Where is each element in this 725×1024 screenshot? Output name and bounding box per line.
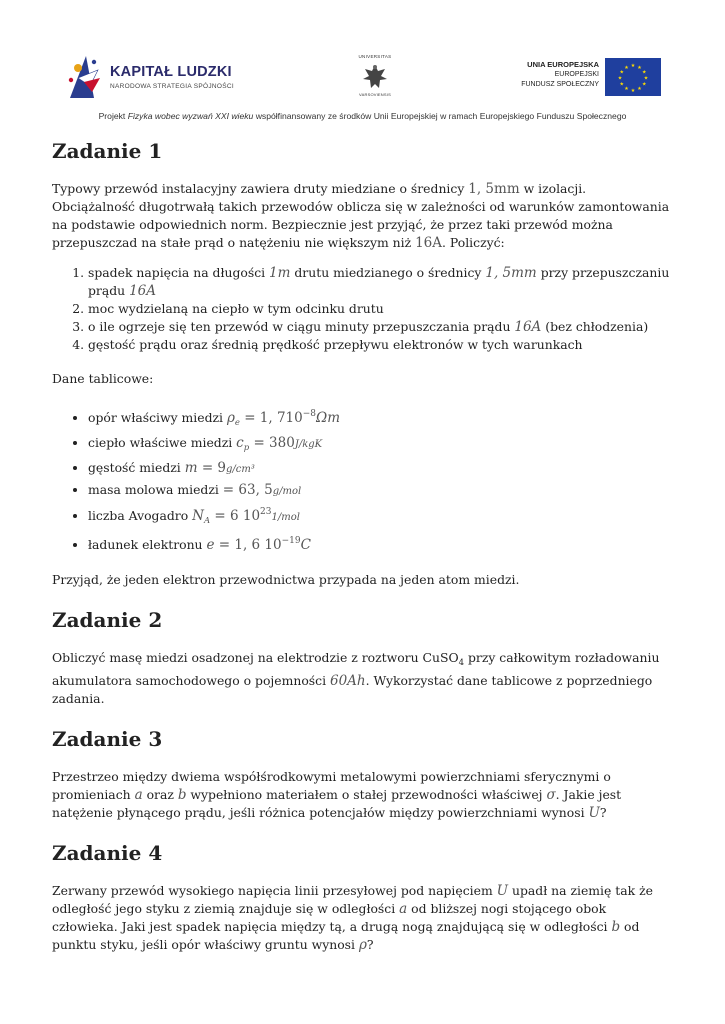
dane-tablicowe-label: Dane tablicowe: — [52, 371, 154, 386]
zadanie-2-title: Zadanie 2 — [52, 608, 163, 632]
svg-text:★: ★ — [643, 75, 649, 82]
project-pre: Projekt — [98, 111, 128, 121]
list-item: • liczba Avogadro $N_A = 6$ $10^{23}1$/mol — [88, 502, 672, 531]
svg-text:★: ★ — [641, 81, 647, 88]
kapital-ludzki-logo — [64, 48, 254, 104]
list-item: • opór właściwy miedzi $\rho_e = 1$, $710^{-8}\Omega m$ — [88, 404, 672, 433]
zadanie-4-text: Zerwany przewód wysokiego napięcia linii przesyłowej pod napięciem U upadł na ziemię tak że odległość jego styku z ziemią znajduje się w odległości a od bliższej nogi stojącego obok człowieka. Jaki jest spadek napięcia między tą, a drugą nogą znajdującą się w odległości b od punktu styku, jeśli opór właściwy gruntu wynosi ρ? — [52, 883, 653, 953]
svg-text:★: ★ — [624, 64, 629, 71]
svg-text:★: ★ — [619, 81, 625, 88]
list-item: 4. gęstość prądu oraz średnią prędkość przepływu elektronów w tych warunkach — [88, 336, 672, 354]
eu-line2: EUROPEJSKI — [554, 71, 599, 78]
list-item: 2. moc wydzielaną na ciepło w tym odcinku drutu — [88, 300, 672, 318]
kapital-ludzki-emblem-icon — [64, 48, 108, 104]
eu-line1: UNIA EUROPEJSKA — [527, 60, 599, 69]
zadanie-1-title: Zadanie 1 — [52, 139, 163, 163]
zadanie-1-questions — [52, 264, 672, 354]
svg-text:★: ★ — [641, 69, 647, 76]
university-seal-top-text: UNIVERSITAS — [358, 54, 392, 59]
university-seal — [352, 54, 398, 104]
eu-logo — [505, 58, 665, 100]
list-item: 3. o ile ogrzeje się ten przewód w ciągu minuty przepuszczania prądu 16A (bez chłodzenia) — [88, 318, 672, 336]
svg-text:★: ★ — [637, 64, 642, 71]
list-item: • gęstość miedzi m = 9g/cm³ — [88, 458, 672, 480]
dane-tablicowe-list — [52, 404, 672, 555]
list-item: 1. spadek napięcia na długości 1m drutu miedzianego o średnicy 1, 5mm przy przepuszczaniu prądu 16A — [88, 264, 672, 300]
list-item: • ciepło właściwe miedzi $c_p = 380J/kgK$ — [88, 433, 672, 458]
project-line — [0, 111, 725, 121]
svg-text:★: ★ — [619, 69, 625, 76]
svg-text:★: ★ — [617, 75, 623, 82]
zadanie-1-closing: Przyjąd, że jeden elektron przewodnictwa przypada na jeden atom miedzi. — [52, 572, 520, 587]
content — [52, 138, 672, 954]
kapital-ludzki-title: KAPITAŁ LUDZKI — [110, 64, 232, 80]
list-item: • masa molowa miedzi = 63, 5g/mol — [88, 480, 672, 502]
svg-text:★: ★ — [624, 86, 629, 93]
zadanie-3-text: Przestrzeo między dwiema współśrodkowymi metalowymi powierzchniami sferycznymi o promieniach a oraz b wypełniono materiałem o stałej przewodności właściwej σ. Jakie jest natężenie płynącego prądu, jeśli różnica potencjałów między powierzchniami wynosi U? — [52, 769, 622, 821]
svg-text:★: ★ — [630, 88, 636, 94]
svg-text:★: ★ — [637, 86, 642, 93]
zadanie-1-intro: Typowy przewód instalacyjny zawiera druty miedziane o średnicy 1, 5mm w izolacji. Obciążalność długotrwałą takich przewodów oblicza się w zależności od warunków zamontowania na podstawie odpowiednich norm. Bezpiecznie jest przyjąć, że przez taki przewód można przepuszczad na stałe prąd o natężeniu nie większym niż 16A. Policzyć: — [52, 181, 670, 251]
kapital-ludzki-subtitle: NARODOWA STRATEGIA SPÓJNOŚCI — [110, 83, 234, 90]
zadanie-3-title: Zadanie 3 — [52, 727, 163, 751]
eagle-icon — [361, 62, 389, 92]
project-title: Fizyka wobec wyzwań XXI wieku — [127, 111, 254, 121]
list-item: • ładunek elektronu e = 1, 6 $10^{-19}C$ — [88, 531, 672, 555]
eu-line3: FUNDUSZ SPOŁECZNY — [521, 81, 599, 88]
project-post: współfinansowany ze środków Unii Europejskiej w ramach Europejskiego Funduszu Społecznego — [253, 111, 627, 121]
university-seal-bottom-text: VARSOVIENSIS — [359, 92, 391, 97]
eu-flag-icon — [605, 58, 661, 96]
header — [0, 40, 725, 120]
zadanie-2-text: Obliczyć masę miedzi osadzonej na elektrodzie z roztworu CuSO$_4$ przy całkowitym rozładowaniu akumulatora samochodowego o pojemności 60Ah. Wykorzystać dane tablicowe z poprzedniego zadania. — [52, 650, 660, 706]
zadanie-4-title: Zadanie 4 — [52, 841, 163, 865]
svg-text:★: ★ — [630, 63, 636, 69]
